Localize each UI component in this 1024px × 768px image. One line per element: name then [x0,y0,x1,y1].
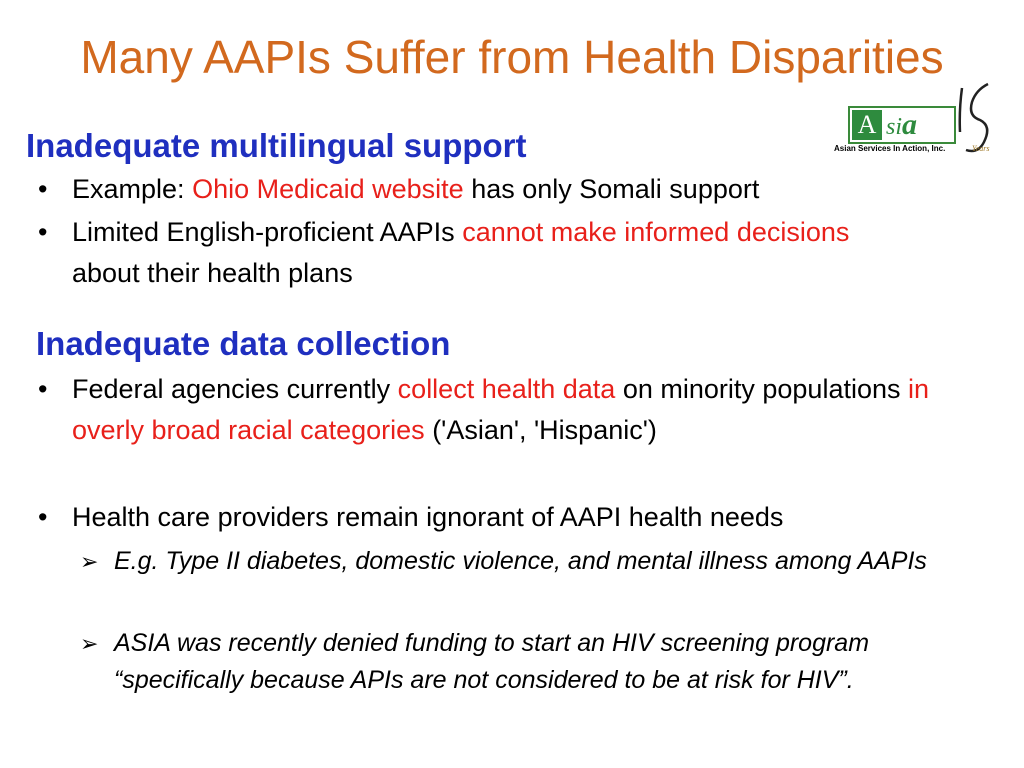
arrow-bullet-icon: ➢ [80,631,99,656]
logo-word [886,110,917,142]
logo-tagline: Asian Services In Action, Inc. [834,144,946,153]
section2-heading: Inadequate data collection [36,325,451,362]
section2-bullet1 [38,369,938,451]
bullet-highlight-1: collect health data [397,374,616,404]
bullet-dot: • [38,502,48,532]
section2-subbullet2 [80,625,970,699]
bullet-prefix: Example: [72,174,193,204]
logo-box [848,106,956,144]
bullet-text: Health care providers remain ignorant of AAPI health needs [72,502,784,532]
bullet-text [72,169,968,210]
logo-big-letter: a [902,108,918,141]
bullet-suffix: about their health plans [72,258,353,288]
asia-logo [832,82,1002,172]
bullet-dot: • [38,174,48,204]
bullet-highlight: cannot make informed decisions [462,217,850,247]
section1-heading: Inadequate multilingual support [26,127,527,164]
logo-years: Years [972,144,990,153]
subbullet-text: E.g. Type II diabetes, domestic violence, and mental illness among AAPIs [114,547,927,575]
section1-bullet1 [38,169,968,210]
bullet-dot: • [38,217,48,247]
fifteen-years-mark-icon [950,80,994,168]
section2-subbullet1 [80,543,940,580]
logo-letter-a: A [852,110,882,140]
bullet-prefix: Federal agencies currently [72,374,398,404]
bullet-highlight: Ohio Medicaid website [192,174,464,204]
bullet-suffix: has only Somali support [463,174,760,204]
subbullet-text: ASIA was recently denied funding to start an HIV screening program “specifically because APIs are not considered to be at risk for HIV”. [114,629,870,694]
slide-title: Many AAPIs Suffer from Health Disparities [80,31,944,83]
bullet-prefix: Limited English-proficient AAPIs [72,217,463,247]
section1-bullet2 [38,212,918,294]
section2-bullet2 [38,497,968,538]
bullet-text [72,369,938,451]
bullet-suffix: ('Asian', 'Hispanic') [424,415,657,445]
bullet-middle: on minority populations [615,374,908,404]
bullet-highlight-2: in overly broad racial categories [72,374,930,445]
arrow-bullet-icon: ➢ [80,549,99,574]
bullet-text [72,212,918,294]
bullet-dot: • [38,374,48,404]
logo-word-si: si [886,114,903,140]
